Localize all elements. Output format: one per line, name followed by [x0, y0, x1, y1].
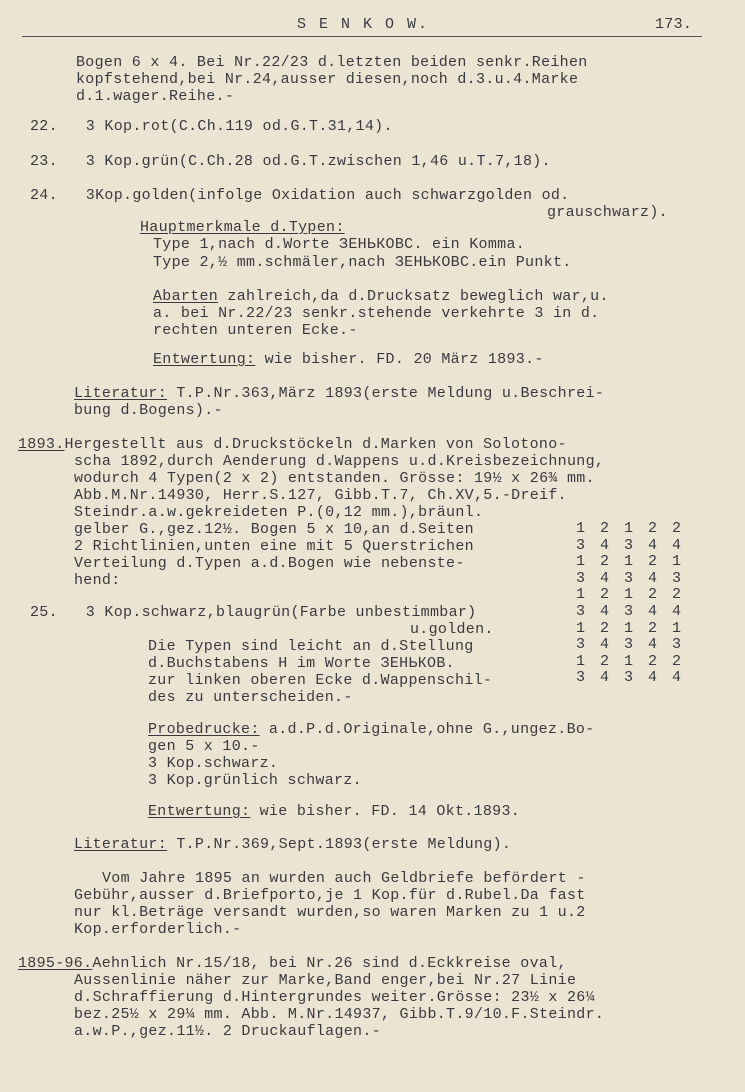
- grid-row: [576, 587, 696, 604]
- grid-cell: 3: [576, 602, 586, 620]
- grid-cell: 3: [672, 569, 682, 587]
- text-line: Entwertung: wie bisher. FD. 20 März 1893.-: [153, 351, 544, 368]
- grid-cell: 2: [648, 553, 658, 571]
- text-line: wodurch 4 Typen(2 x 2) entstanden. Grösse: 19½ x 26¾ mm.: [74, 470, 595, 487]
- text-line: kopfstehend,bei Nr.24,ausser diesen,noch d.3.u.4.Marke: [76, 71, 579, 88]
- grid-cell: 4: [672, 602, 682, 620]
- grid-cell: 1: [624, 553, 634, 571]
- grid-cell: 3: [624, 636, 634, 654]
- underlined-label: Entwertung:: [148, 803, 251, 820]
- text-line: bung d.Bogens).-: [74, 402, 223, 419]
- underlined-label: 1895-96.: [18, 955, 93, 972]
- text-line: Abarten zahlreich,da d.Drucksatz beweglich war,u.: [153, 288, 609, 305]
- text-line: Vom Jahre 1895 an wurden auch Geldbriefe befördert -: [102, 870, 586, 887]
- grid-cell: 2: [672, 586, 682, 604]
- grid-row: [576, 571, 696, 588]
- underlined-label: Literatur:: [74, 836, 168, 853]
- text-line: Entwertung: wie bisher. FD. 14 Okt.1893.: [148, 803, 521, 820]
- grid-cell: 4: [600, 602, 610, 620]
- grid-cell: 3: [624, 669, 634, 687]
- grid-cell: 4: [600, 569, 610, 587]
- text-line: d.Buchstabens H im Worte ЗЕНЬКОВ.: [148, 655, 455, 672]
- underlined-label: Literatur:: [74, 385, 168, 402]
- grid-row: [576, 604, 696, 621]
- grid-cell: 4: [672, 669, 682, 687]
- text-line: Literatur: T.P.Nr.369,Sept.1893(erste Meldung).: [74, 836, 512, 853]
- entry-23: 23. 3 Kop.grün(C.Ch.28 od.G.T.zwischen 1,46 u.T.7,18).: [30, 153, 551, 170]
- grid-cell: 2: [672, 520, 682, 537]
- text-line: u.golden.: [410, 621, 494, 638]
- type-distribution-grid: [576, 521, 696, 687]
- grid-row: [576, 521, 696, 538]
- text-line: scha 1892,durch Aenderung d.Wappens u.d.Kreisbezeichnung,: [74, 453, 605, 470]
- grid-cell: 2: [648, 652, 658, 670]
- grid-cell: 1: [624, 652, 634, 670]
- grid-cell: 3: [672, 636, 682, 654]
- text-line: Die Typen sind leicht an d.Stellung: [148, 638, 474, 655]
- text-line: d.1.wager.Reihe.-: [76, 88, 235, 105]
- text-line: Steindr.a.w.gekreideten P.(0,12 mm.),bräunl.: [74, 504, 484, 521]
- text-line: gelber G.,gez.12½. Bogen 5 x 10,an d.Seiten: [74, 521, 474, 538]
- grid-cell: 4: [600, 636, 610, 654]
- text-line: 2 Richtlinien,unten eine mit 5 Querstrichen: [74, 538, 474, 555]
- grid-cell: 2: [600, 553, 610, 571]
- grid-cell: 3: [576, 569, 586, 587]
- grid-row: [576, 670, 696, 687]
- underlined-label: Abarten: [153, 288, 219, 305]
- grid-cell: 3: [576, 536, 586, 554]
- text-line: Abb.M.Nr.14930, Herr.S.127, Gibb.T.7, Ch.XV,5.-Dreif.: [74, 487, 567, 504]
- grid-cell: 3: [624, 602, 634, 620]
- grid-cell: 4: [648, 669, 658, 687]
- grid-cell: 4: [600, 536, 610, 554]
- text-line: grauschwarz).: [547, 204, 668, 221]
- text-line: Type 2,½ mm.schmäler,nach ЗЕНЬКОВС.ein Punkt.: [153, 254, 572, 271]
- grid-cell: 1: [672, 619, 682, 637]
- text-line: Literatur: T.P.Nr.363,März 1893(erste Meldung u.Beschrei-: [74, 385, 605, 402]
- text-line: nur kl.Beträge versandt wurden,so waren Marken zu 1 u.2: [74, 904, 586, 921]
- grid-row: [576, 554, 696, 571]
- grid-row: [576, 654, 696, 671]
- text-line: 3 Kop.grünlich schwarz.: [148, 772, 362, 789]
- text-line: Aussenlinie näher zur Marke,Band enger,bei Nr.27 Linie: [74, 972, 577, 989]
- text-line: zur linken oberen Ecke d.Wappenschil-: [148, 672, 493, 689]
- running-header-title: S E N K O W.: [297, 16, 430, 33]
- text-line: a. bei Nr.22/23 senkr.stehende verkehrte 3 in d.: [153, 305, 600, 322]
- page-number: 173.: [655, 16, 693, 33]
- grid-cell: 2: [648, 619, 658, 637]
- grid-cell: 3: [576, 669, 586, 687]
- text-line: Bogen 6 x 4. Bei Nr.22/23 d.letzten beiden senkr.Reihen: [76, 54, 588, 71]
- entry-25: 25. 3 Kop.schwarz,blaugrün(Farbe unbestimmbar): [30, 604, 477, 621]
- text-line: 3 Kop.schwarz.: [148, 755, 279, 772]
- text-line: 1895-96.Aehnlich Nr.15/18, bei Nr.26 sind d.Eckkreise oval,: [18, 955, 567, 972]
- grid-cell: 4: [600, 669, 610, 687]
- grid-cell: 2: [600, 619, 610, 637]
- underlined-label: Entwertung:: [153, 351, 256, 368]
- grid-cell: 3: [576, 636, 586, 654]
- grid-cell: 1: [576, 652, 586, 670]
- grid-cell: 2: [648, 520, 658, 537]
- entry-24: 24. 3Kop.golden(infolge Oxidation auch schwarzgolden od.: [30, 187, 570, 204]
- grid-cell: 2: [600, 586, 610, 604]
- grid-cell: 2: [648, 586, 658, 604]
- grid-cell: 2: [672, 652, 682, 670]
- grid-cell: 1: [576, 619, 586, 637]
- text-line: d.Schraffierung d.Hintergrundes weiter.Grösse: 23½ x 26¼: [74, 989, 595, 1006]
- header-rule: [22, 36, 702, 37]
- grid-cell: 1: [624, 520, 634, 537]
- text-line: Kop.erforderlich.-: [74, 921, 242, 938]
- underlined-label: Probedrucke:: [148, 721, 260, 738]
- text-line: rechten unteren Ecke.-: [153, 322, 358, 339]
- grid-cell: 2: [600, 520, 610, 537]
- grid-row: [576, 538, 696, 555]
- text-line: 1893.Hergestellt aus d.Druckstöckeln d.Marken von Solotono-: [18, 436, 567, 453]
- grid-cell: 1: [672, 553, 682, 571]
- grid-row: [576, 637, 696, 654]
- grid-cell: 4: [648, 636, 658, 654]
- grid-cell: 4: [648, 602, 658, 620]
- grid-cell: 1: [624, 586, 634, 604]
- heading-hauptmerkmale: Hauptmerkmale d.Typen:: [140, 219, 345, 236]
- grid-cell: 4: [672, 536, 682, 554]
- grid-cell: 1: [576, 586, 586, 604]
- text-line: Type 1,nach d.Worte ЗЕНЬКОВС. ein Komma.: [153, 236, 526, 253]
- grid-cell: 2: [600, 652, 610, 670]
- grid-cell: 1: [576, 553, 586, 571]
- text-line: des zu unterscheiden.-: [148, 689, 353, 706]
- underlined-label: 1893.: [18, 436, 65, 453]
- grid-cell: 1: [624, 619, 634, 637]
- text-line: Gebühr,ausser d.Briefporto,je 1 Kop.für d.Rubel.Da fast: [74, 887, 586, 904]
- grid-cell: 4: [648, 569, 658, 587]
- entry-22: 22. 3 Kop.rot(C.Ch.119 od.G.T.31,14).: [30, 118, 393, 135]
- text-line: gen 5 x 10.-: [148, 738, 260, 755]
- text-line: a.w.P.,gez.11½. 2 Druckauflagen.-: [74, 1023, 381, 1040]
- text-line: hend:: [74, 572, 121, 589]
- grid-cell: 4: [648, 536, 658, 554]
- text-line: Verteilung d.Typen a.d.Bogen wie nebenste-: [74, 555, 465, 572]
- text-line: Probedrucke: a.d.P.d.Originale,ohne G.,ungez.Bo-: [148, 721, 595, 738]
- text-line: bez.25½ x 29¼ mm. Abb. M.Nr.14937, Gibb.T.9/10.F.Steindr.: [74, 1006, 605, 1023]
- grid-cell: 3: [624, 536, 634, 554]
- grid-cell: 1: [576, 520, 586, 537]
- grid-row: [576, 621, 696, 638]
- grid-cell: 3: [624, 569, 634, 587]
